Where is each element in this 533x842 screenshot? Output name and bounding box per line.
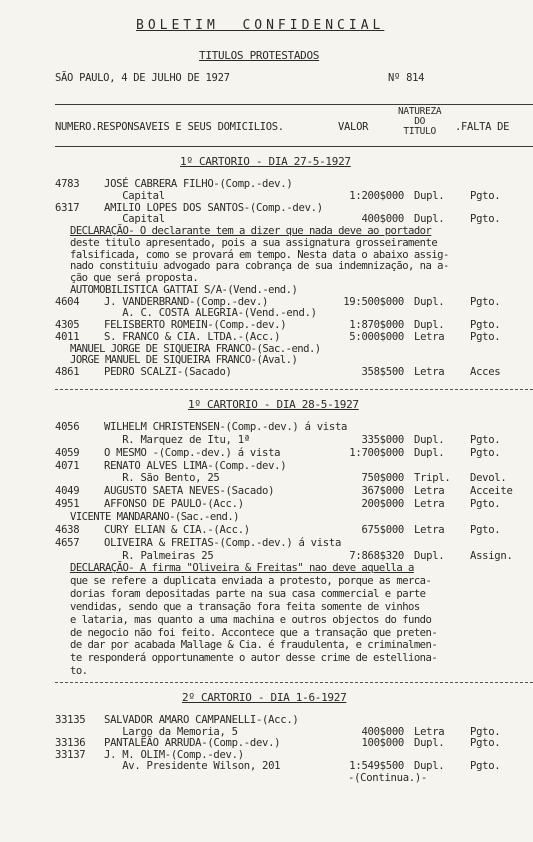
entry-kind: Dupl.	[414, 213, 445, 226]
entry-fault: Pgto.	[470, 498, 501, 511]
entry-text: dorias foram depositadas parte na sua casa commercial e parte	[70, 588, 426, 601]
entry-number: 33135	[55, 714, 86, 726]
entry-value: 367$000	[361, 485, 404, 498]
entry-text: de negocio não foi feito. Accontece que a transação que preten-	[70, 626, 438, 639]
entry-text: to.	[70, 665, 88, 678]
entry-kind: Dupl.	[414, 319, 445, 331]
entry-kind: Letra	[414, 725, 445, 738]
entry-text: Capital	[104, 213, 165, 226]
entry-fault: Pgto.	[470, 319, 501, 331]
entry-text: R. Marquez de Itu, 1ª	[104, 433, 250, 446]
header-falta: .FALTA DE	[455, 121, 510, 133]
bulletin-number: Nº 814	[388, 72, 425, 84]
entry-text: vendidas, sendo que a transação fora feita somente de vinhos	[70, 600, 420, 613]
entry-fault: Pgto.	[470, 213, 501, 226]
entry-number: 4049	[55, 485, 80, 498]
entry-text: CURY ELIAN & CIA.-(Acc.)	[104, 523, 250, 536]
entry-value: 675$000	[361, 523, 404, 536]
entry-fault: Pgto.	[470, 760, 501, 772]
section-heading: 1º CARTORIO - DIA 28-5-1927	[188, 398, 359, 411]
entry-fault: Pgto.	[470, 330, 501, 343]
section-separator-2	[55, 682, 533, 683]
entry-value: 400$000	[361, 213, 404, 226]
entry-kind: Dupl.	[414, 295, 445, 308]
entry-kind: Dupl.	[414, 549, 445, 562]
entry-text: R. São Bento, 25	[104, 472, 220, 485]
entry-text: de dar por acabada Mallage & Cia. é fraudulenta, e criminalmen-	[70, 639, 438, 652]
entry-number: 33136	[55, 737, 86, 749]
entry-fault: Acceite	[470, 485, 513, 498]
entry-text: e lataria, mas quanto a uma machina e outros objectos do fundo	[70, 613, 432, 626]
entry-number: 4783	[55, 178, 80, 190]
entry-text: MANUEL JORGE DE SIQUEIRA FRANCO-(Sac.-end.)	[70, 342, 321, 355]
entry-value: 1:700$000	[349, 446, 404, 459]
entry-number: 4638	[55, 523, 80, 536]
entry-text: Capital	[104, 189, 165, 202]
entry-text: AFFONSO DE PAULO-(Acc.)	[104, 498, 244, 511]
entry-text: te responderá opportunamente o autor desse crime de estelliona-	[70, 652, 438, 665]
entry-value: 1:200$000	[349, 189, 404, 202]
entry-fault: Acces	[470, 366, 501, 378]
entry-text: JORGE MANUEL DE SIQUEIRA FRANCO-(Aval.)	[70, 354, 298, 367]
entry-kind: Letra	[414, 498, 445, 511]
entry-number: 6317	[55, 201, 80, 214]
entry-fault: Pgto.	[470, 295, 501, 308]
entry-value: 200$000	[361, 498, 404, 511]
entry-value: 7:868$320	[349, 549, 404, 562]
entry-fault: Pgto.	[470, 433, 501, 446]
document-title: BOLETIM CONFIDENCIAL	[136, 18, 385, 33]
entry-text: deste titulo apresentado, pois a sua assignatura grosseiramente	[70, 236, 438, 249]
entry-fault: Devol.	[470, 472, 507, 485]
entry-number: 4011	[55, 330, 80, 343]
entry-kind: Letra	[414, 330, 445, 343]
entry-value: 100$000	[361, 737, 404, 749]
entry-kind: Letra	[414, 523, 445, 536]
entry-fault: Pgto.	[470, 737, 501, 749]
section-separator-1	[55, 389, 533, 390]
entry-text: PEDRO SCALZI-(Sacado)	[104, 366, 232, 378]
entry-fault: Pgto.	[470, 189, 501, 202]
entry-text: Largo da Memoria, 5	[104, 725, 238, 738]
header-valor: VALOR	[338, 121, 369, 133]
entry-text: WILHELM CHRISTENSEN-(Comp.-dev.) á vista	[104, 421, 348, 433]
entry-value: 750$000	[361, 472, 404, 485]
section-heading: 2º CARTORIO - DIA 1-6-1927	[182, 691, 347, 704]
header-rule-bottom	[55, 146, 533, 147]
entry-number: 4056	[55, 421, 80, 433]
entry-fault: Pgto.	[470, 725, 501, 738]
header-natureza: NATUREZA DO TITULO	[398, 106, 442, 137]
declaration-text: DECLARAÇÃO- O declarante tem a dizer que nada deve ao portador	[70, 225, 432, 237]
entry-number: 4604	[55, 295, 80, 308]
entry-text: J. M. OLIM-(Comp.-dev.)	[104, 748, 244, 761]
entry-number: 4951	[55, 498, 80, 511]
entry-kind: Dupl.	[414, 760, 445, 772]
header-number-responsaveis: NUMERO.RESPONSAVEIS E SEUS DOMICILIOS.	[55, 121, 284, 133]
entry-kind: Letra	[414, 485, 445, 498]
entry-value: 5:000$000	[349, 330, 404, 343]
entry-value: 335$000	[361, 433, 404, 446]
entry-text: J. VANDERBRAND-(Comp.-dev.)	[104, 295, 269, 308]
entry-value: 19:500$000	[343, 295, 404, 308]
entry-text: O MESMO -(Comp.-dev.) á vista	[104, 446, 281, 459]
entry-fault: Assign.	[470, 549, 513, 562]
entry-text: OLIVEIRA & FREITAS-(Comp.-dev.) á vista	[104, 536, 342, 549]
entry-kind: Dupl.	[414, 737, 445, 749]
document-subtitle: TITULOS PROTESTADOS	[199, 49, 320, 62]
entry-fault: Pgto.	[470, 523, 501, 536]
entry-number: 4071	[55, 459, 80, 472]
section-heading: 1º CARTORIO - DIA 27-5-1927	[180, 155, 351, 168]
header-rule-top	[55, 104, 533, 105]
entry-value: 1:549$500	[349, 760, 404, 772]
entry-number: 4305	[55, 319, 80, 331]
entry-text: PANTALEÃO ARRUDA-(Comp.-dev.)	[104, 737, 281, 749]
entry-number: 4059	[55, 446, 80, 459]
entry-text: VICENTE MANDARANO-(Sac.-end.)	[70, 510, 240, 523]
entry-text: R. Palmeiras 25	[104, 549, 214, 562]
entry-text: S. FRANCO & CIA. LTDA.-(Acc.)	[104, 330, 281, 343]
entry-value: 358$500	[361, 366, 404, 378]
entry-number: 4657	[55, 536, 80, 549]
entry-number: 33137	[55, 748, 86, 761]
entry-text: AMILIO LOPES DOS SANTOS-(Comp.-dev.)	[104, 201, 323, 214]
entry-kind: Dupl.	[414, 433, 445, 446]
entry-kind: Tripl.	[414, 472, 451, 485]
entry-value: 1:870$000	[349, 319, 404, 331]
entry-number: 4861	[55, 366, 80, 378]
entry-kind: Dupl.	[414, 446, 445, 459]
entry-text: FELISBERTO ROMEIN-(Comp.-dev.)	[104, 319, 287, 331]
entry-kind: Dupl.	[414, 189, 445, 202]
entry-fault: Pgto.	[470, 446, 501, 459]
entry-value: 400$000	[361, 725, 404, 738]
entry-text: RENATO ALVES LIMA-(Comp.-dev.)	[104, 459, 287, 472]
entry-text: AUTOMOBILISTICA GATTAI S/A-(Vend.-end.)	[70, 283, 298, 296]
entry-text: falsificada, como se provará em tempo. Nesta data o abaixo assig-	[70, 248, 449, 261]
entry-text: SALVADOR AMARO CAMPANELLI-(Acc.)	[104, 714, 299, 726]
entry-text: ção que será proposta.	[70, 272, 199, 284]
declaration-text: DECLARAÇÃO- A firma "Oliveira & Freitas" nao deve aquella a	[70, 562, 414, 575]
entry-text: que se refere a duplicata enviada a protesto, porque as merca-	[70, 575, 432, 588]
entry-value: -(Continua.)-	[348, 771, 428, 784]
entry-text: JOSÉ CABRERA FILHO-(Comp.-dev.)	[104, 178, 293, 190]
entry-kind: Letra	[414, 366, 445, 378]
entry-text: nado constituiu advogado para cobrança de sua indemnização, na a-	[70, 260, 449, 273]
entry-text: A. C. COSTA ALEGRIA-(Vend.-end.)	[104, 307, 317, 320]
entry-text: Av. Presidente Wilson, 201	[104, 760, 281, 772]
place-date: SÃO PAULO, 4 DE JULHO DE 1927	[55, 72, 230, 84]
entry-text: AUGUSTO SAETA NEVES-(Sacado)	[104, 485, 275, 498]
